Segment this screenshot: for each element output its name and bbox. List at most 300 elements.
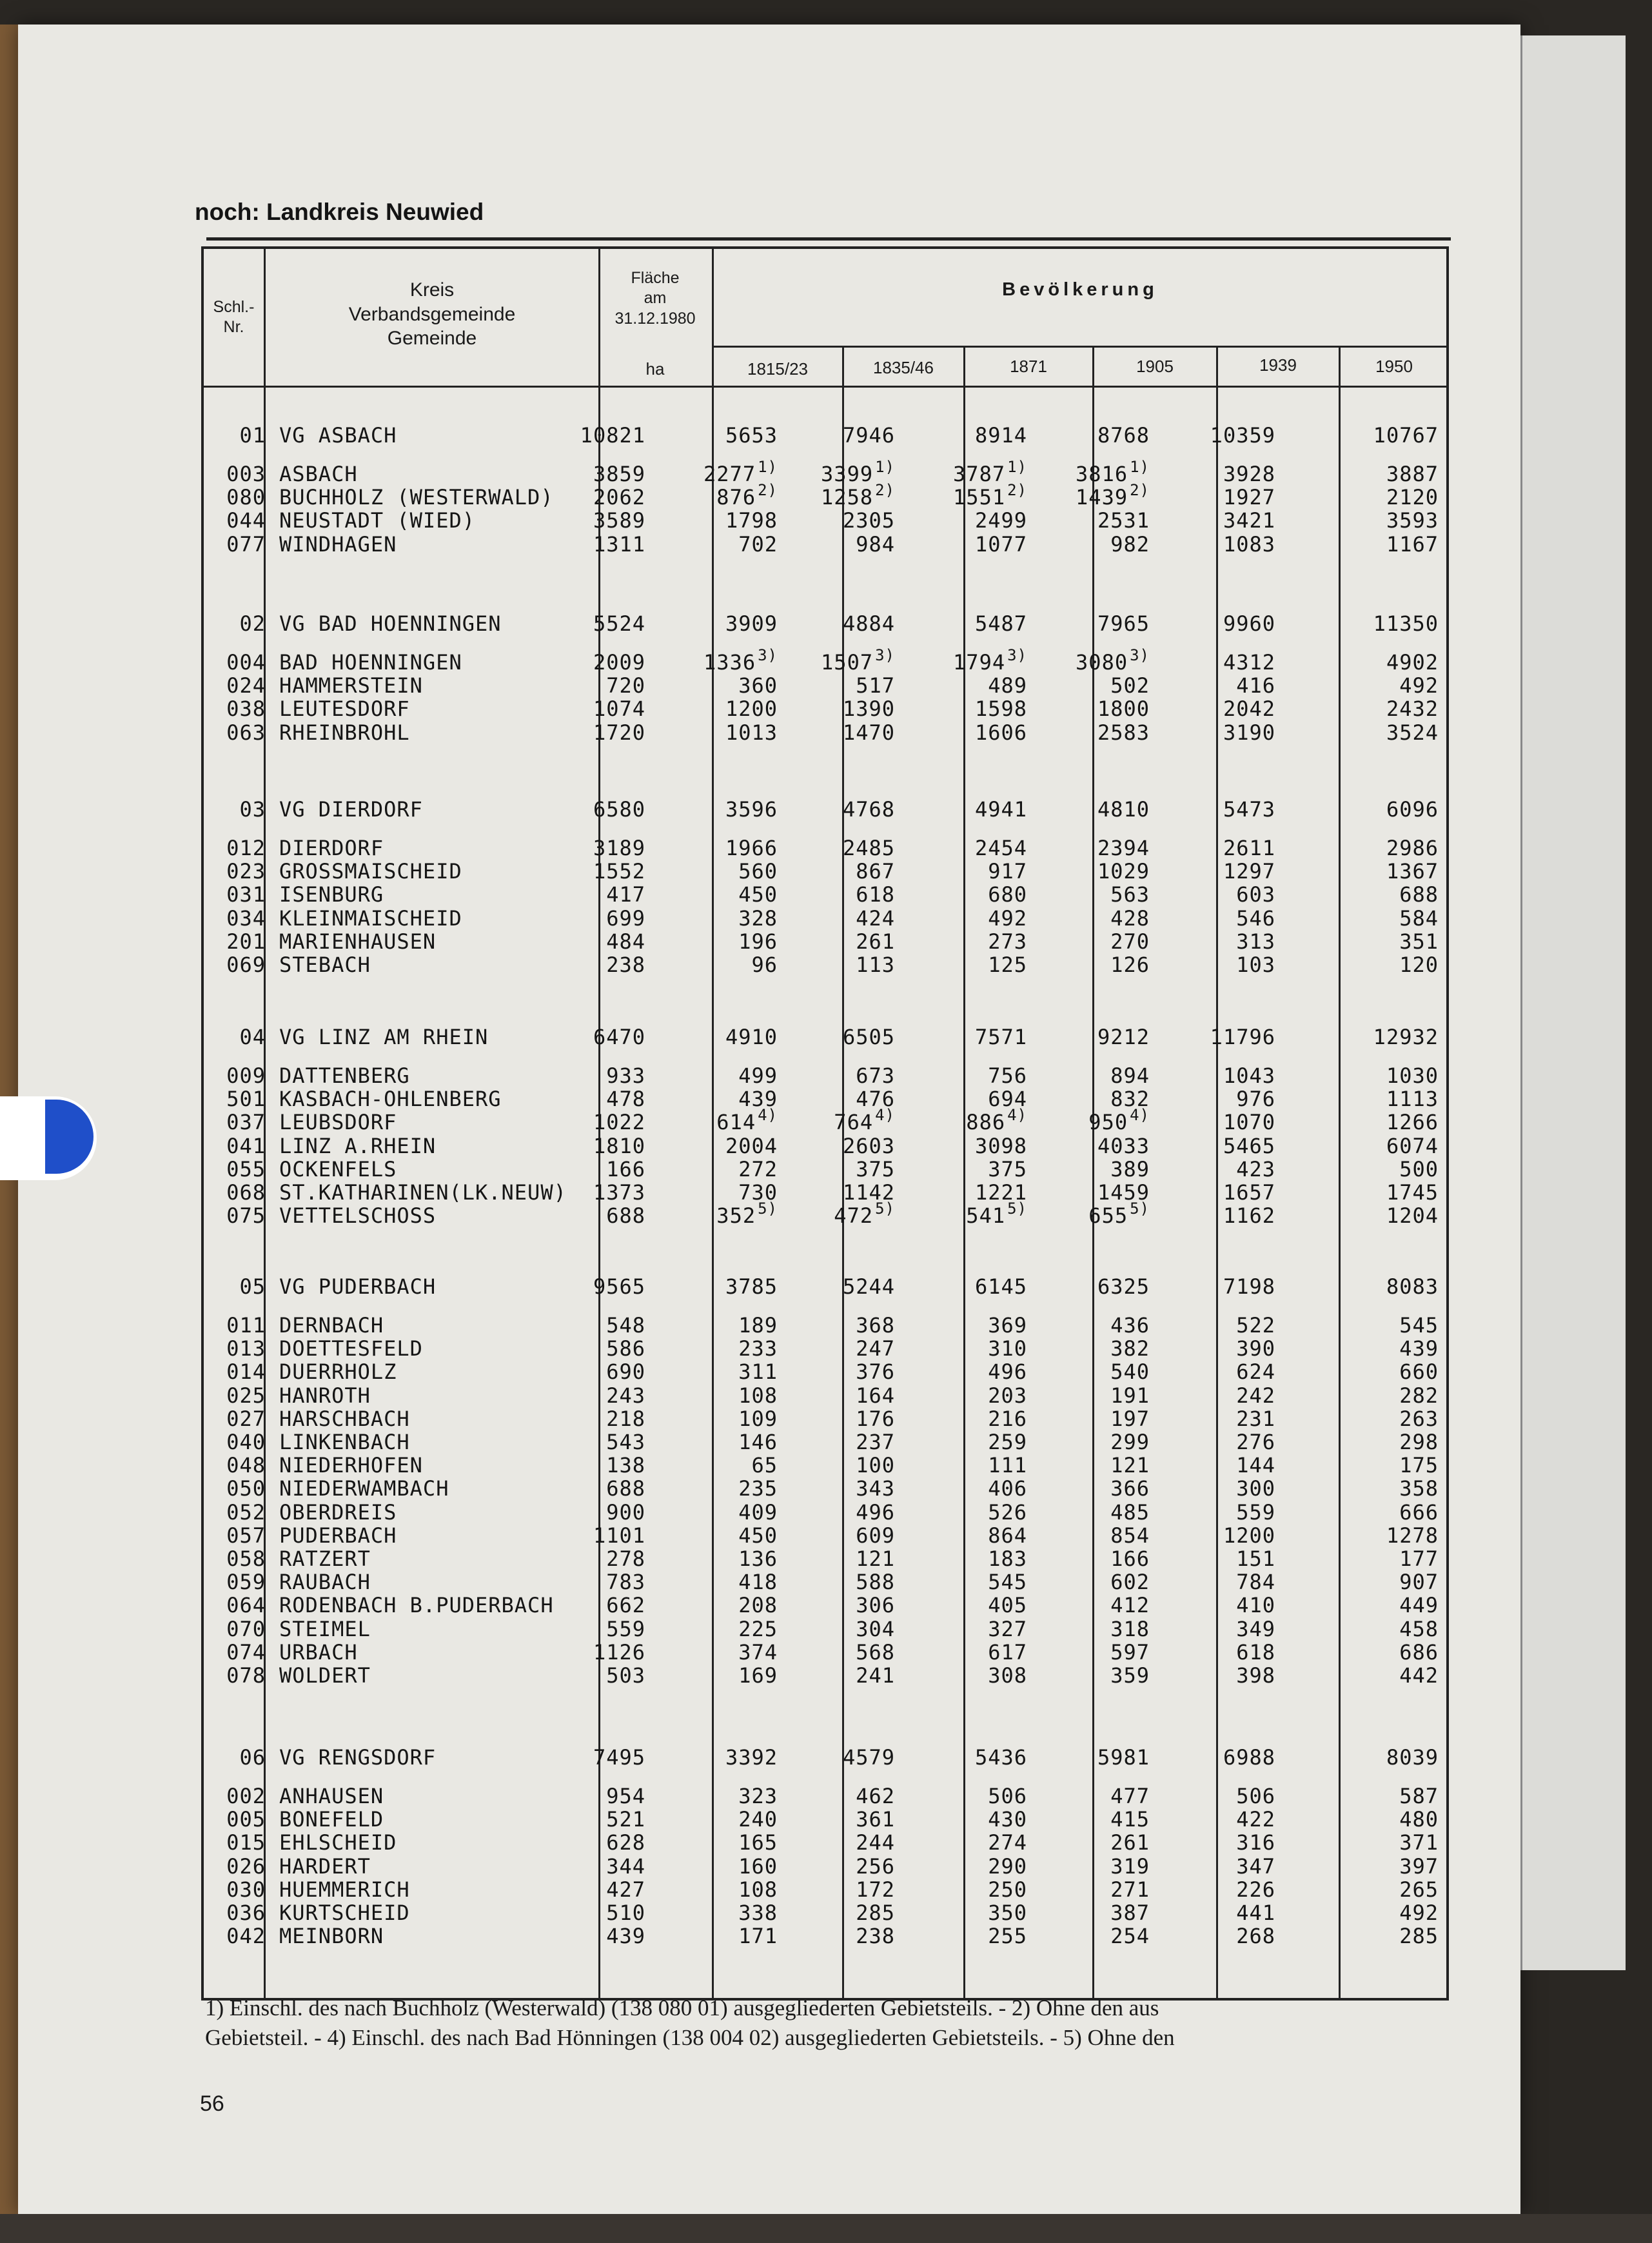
value-text: 189 [738, 1313, 778, 1338]
value-text: 358 [1399, 1476, 1439, 1501]
population-value [738, 1063, 778, 1088]
population-value [1386, 1523, 1439, 1548]
population-value [975, 423, 1027, 448]
value-text: 484 [606, 929, 645, 954]
population-value [975, 532, 1027, 557]
population-value [738, 882, 778, 907]
row-name: STEBACH [279, 953, 371, 977]
population-value [856, 1453, 895, 1477]
population-value [1110, 1617, 1150, 1641]
row-name: DATTENBERG [279, 1063, 410, 1088]
population-value [725, 423, 778, 448]
value-text: 164 [856, 1383, 895, 1408]
row-name: RODENBACH B.PUDERBACH [279, 1593, 554, 1618]
population-value [1399, 1546, 1439, 1571]
value-text: 477 [1110, 1784, 1150, 1808]
value-text: 254 [1110, 1924, 1150, 1949]
value-text: 442 [1399, 1663, 1439, 1688]
population-value [1097, 1745, 1150, 1770]
value-text: 11796 [1210, 1025, 1275, 1049]
value-text: 506 [988, 1784, 1027, 1808]
population-value [856, 1830, 895, 1855]
population-value [856, 1336, 895, 1361]
value-text: 1966 [725, 836, 778, 860]
value-text: 1013 [725, 720, 778, 745]
col-divider [1216, 347, 1218, 1999]
value-text: 563 [1110, 882, 1150, 907]
population-value [843, 611, 895, 636]
footnote-marker: 2) [758, 481, 778, 500]
population-value [1399, 1500, 1439, 1525]
population-value [1386, 1180, 1439, 1205]
value-text: 1077 [974, 531, 1027, 557]
row-code: 044 [226, 508, 266, 533]
value-text: 2499 [974, 508, 1027, 533]
group-name: VG RENGSDORF [279, 1745, 437, 1770]
value-text: 111 [988, 1453, 1027, 1478]
population-value [738, 1593, 778, 1617]
value-text: 618 [856, 882, 895, 907]
population-value [975, 836, 1027, 860]
row-code: 013 [226, 1336, 266, 1361]
value-text: 422 [1236, 1807, 1275, 1832]
value-text: 864 [988, 1523, 1027, 1548]
area-value [606, 1063, 645, 1088]
value-text: 369 [988, 1313, 1027, 1338]
population-value [1110, 1877, 1150, 1902]
value-text: 241 [856, 1663, 895, 1688]
value-text: 109 [738, 1406, 778, 1431]
footnote-marker: 2) [875, 481, 895, 500]
group-name: VG LINZ AM RHEIN [279, 1025, 489, 1049]
row-code: 004 [226, 650, 266, 675]
value-text: 6505 [842, 1025, 895, 1049]
row-name: LEUBSDORF [279, 1110, 397, 1135]
population-value [988, 1476, 1027, 1501]
population-value [1223, 1523, 1275, 1548]
value-text: 680 [988, 882, 1027, 907]
value-text: 1297 [1223, 859, 1275, 884]
population-value [1399, 1901, 1439, 1925]
value-text: 584 [1399, 905, 1439, 931]
population-value [1236, 1500, 1275, 1525]
group-code: 03 [239, 797, 266, 822]
population-value [725, 1025, 778, 1049]
footnote-marker: 3) [1130, 646, 1150, 664]
population-value [1386, 1203, 1439, 1228]
population-value [1076, 646, 1150, 675]
value-text: 328 [738, 905, 778, 931]
value-text: 688 [606, 1203, 645, 1229]
population-value [988, 1640, 1027, 1665]
value-text: 278 [606, 1546, 645, 1571]
value-text: 108 [738, 1877, 778, 1902]
value-text: 8768 [1097, 423, 1150, 448]
value-text: 602 [1110, 1570, 1150, 1595]
population-value [1236, 906, 1275, 931]
value-text: 282 [1399, 1383, 1439, 1408]
value-text: 235 [738, 1476, 778, 1501]
value-text: 1221 [974, 1180, 1027, 1205]
value-text: 2986 [1386, 836, 1439, 860]
value-text: 449 [1399, 1593, 1439, 1618]
row-name: WOLDERT [279, 1663, 371, 1688]
row-name: EHLSCHEID [279, 1830, 397, 1855]
value-text: 427 [606, 1877, 645, 1902]
value-text: 11350 [1373, 611, 1439, 636]
population-value [988, 1313, 1027, 1338]
value-text: 271 [1110, 1877, 1150, 1902]
value-text: 96 [751, 953, 778, 977]
value-text: 8914 [974, 423, 1027, 448]
population-value [988, 1157, 1027, 1181]
population-value [856, 906, 895, 931]
value-text: 290 [988, 1853, 1027, 1879]
value-text: 662 [606, 1593, 645, 1618]
value-text: 103 [1236, 953, 1275, 977]
value-text: 1439 [1076, 485, 1128, 510]
value-text: 492 [1399, 1901, 1439, 1925]
value-text: 360 [738, 673, 778, 698]
population-value [738, 1407, 778, 1431]
area-value [606, 1807, 645, 1832]
population-value [1399, 1640, 1439, 1665]
footnote-marker: 1) [758, 458, 778, 476]
population-value [1386, 1087, 1439, 1111]
population-value [1097, 697, 1150, 721]
value-text: 389 [1110, 1156, 1150, 1181]
value-text: 3190 [1223, 720, 1275, 745]
area-value [593, 859, 645, 884]
header-year: 1815/23 [747, 359, 808, 379]
row-name: GROSSMAISCHEID [279, 859, 462, 884]
value-text: 226 [1236, 1877, 1275, 1902]
area-value [606, 1453, 645, 1477]
row-code: 036 [226, 1901, 266, 1925]
population-value [1110, 1336, 1150, 1361]
footnote-marker: 3) [1007, 646, 1027, 664]
row-name: DUERRHOLZ [279, 1359, 397, 1385]
footnote-marker: 4) [875, 1106, 895, 1125]
population-value [856, 1640, 895, 1665]
value-text: 2454 [974, 836, 1027, 860]
row-code: 052 [226, 1499, 266, 1525]
value-text: 108 [738, 1383, 778, 1408]
population-value [856, 1313, 895, 1338]
population-value [1110, 1854, 1150, 1879]
value-text: 3909 [725, 611, 778, 636]
row-name: OBERDREIS [279, 1499, 397, 1525]
value-text: 3421 [1223, 508, 1275, 533]
row-code: 009 [226, 1063, 266, 1088]
value-text: 10767 [1373, 423, 1439, 448]
footnote-marker: 1) [875, 458, 895, 476]
value-text: 546 [1236, 905, 1275, 931]
value-text: 310 [988, 1336, 1027, 1361]
population-value [1399, 1784, 1439, 1808]
value-text: 5653 [725, 423, 778, 448]
row-code: 059 [226, 1570, 266, 1595]
value-text: 783 [606, 1570, 645, 1595]
population-value [1236, 882, 1275, 907]
population-value [1236, 1407, 1275, 1431]
header-kreis: Kreis Verbandsgemeinde Gemeinde [348, 279, 516, 349]
value-text: 1798 [725, 508, 778, 533]
header-schl-nr: Schl.- Nr. [213, 298, 255, 337]
value-text: 2485 [842, 836, 895, 860]
value-text: 270 [1110, 929, 1150, 954]
population-value [988, 1784, 1027, 1808]
value-text: 854 [1110, 1523, 1150, 1548]
row-code: 026 [226, 1853, 266, 1879]
footnote-marker: 5) [875, 1200, 895, 1218]
population-value [738, 1877, 778, 1902]
population-value [834, 1106, 895, 1135]
population-value [856, 1924, 895, 1948]
row-name: LINKENBACH [279, 1430, 410, 1454]
value-text: 521 [606, 1807, 645, 1832]
population-value [988, 882, 1027, 907]
value-text: 169 [738, 1663, 778, 1688]
row-name: VETTELSCHOSS [279, 1203, 437, 1229]
value-text: 2042 [1223, 697, 1275, 722]
population-value [1236, 1570, 1275, 1594]
value-text: 450 [738, 882, 778, 907]
population-value [1386, 485, 1439, 509]
population-value [988, 929, 1027, 954]
population-value [856, 1617, 895, 1641]
value-text: 545 [988, 1570, 1027, 1595]
row-code: 057 [226, 1523, 266, 1548]
value-text: 299 [1110, 1430, 1150, 1454]
value-text: 2603 [842, 1133, 895, 1158]
population-value [1386, 1134, 1439, 1158]
row-code: 003 [226, 462, 266, 486]
population-value [1223, 836, 1275, 860]
population-value [1110, 1640, 1150, 1665]
value-text: 510 [606, 1901, 645, 1925]
row-code: 080 [226, 485, 266, 510]
value-text: 349 [1236, 1616, 1275, 1641]
population-value [1399, 1383, 1439, 1408]
row-code: 074 [226, 1639, 266, 1665]
population-value [1223, 797, 1275, 822]
area-value [593, 1274, 645, 1299]
population-value [821, 481, 895, 510]
value-text: 1470 [842, 720, 895, 745]
value-text: 371 [1399, 1830, 1439, 1855]
value-text: 4033 [1097, 1133, 1150, 1158]
population-value [1236, 1854, 1275, 1879]
population-value [725, 836, 778, 860]
population-value [988, 1593, 1027, 1617]
value-text: 458 [1399, 1616, 1439, 1641]
group-name: VG PUDERBACH [279, 1274, 437, 1299]
value-text: 587 [1399, 1784, 1439, 1808]
population-value [716, 481, 778, 510]
population-value [843, 1134, 895, 1158]
row-code: 041 [226, 1133, 266, 1158]
value-text: 218 [606, 1406, 645, 1431]
value-text: 1336 [703, 650, 756, 675]
value-text: 478 [606, 1087, 645, 1112]
population-value [738, 532, 778, 557]
value-text: 191 [1110, 1383, 1150, 1408]
value-text: 208 [738, 1593, 778, 1618]
value-text: 559 [1236, 1499, 1275, 1525]
value-text: 489 [988, 673, 1027, 698]
value-text: 263 [1399, 1406, 1439, 1431]
row-code: 040 [226, 1430, 266, 1454]
row-code: 025 [226, 1383, 266, 1408]
value-text: 1800 [1097, 697, 1150, 722]
value-text: 2394 [1097, 836, 1150, 860]
footnote-marker: 5) [1007, 1200, 1027, 1218]
population-value [738, 859, 778, 884]
population-value [1386, 508, 1439, 533]
value-text: 7965 [1097, 611, 1150, 636]
row-code: 005 [226, 1807, 266, 1832]
population-value [1386, 1274, 1439, 1299]
value-text: 412 [1110, 1593, 1150, 1618]
value-text: 238 [606, 953, 645, 977]
value-text: 8083 [1386, 1274, 1439, 1299]
value-text: 506 [1236, 1784, 1275, 1808]
population-value [1399, 929, 1439, 954]
row-name: HUEMMERICH [279, 1877, 410, 1902]
area-value [606, 1430, 645, 1454]
population-value [1110, 1476, 1150, 1501]
value-text: 368 [856, 1313, 895, 1338]
population-value [843, 508, 895, 533]
population-value [975, 508, 1027, 533]
value-text: 240 [738, 1807, 778, 1832]
value-text: 462 [856, 1784, 895, 1808]
population-value [988, 953, 1027, 977]
row-code: 027 [226, 1406, 266, 1431]
value-text: 231 [1236, 1406, 1275, 1431]
row-name: LEUTESDORF [279, 697, 410, 722]
value-text: 273 [988, 929, 1027, 954]
value-text: 588 [856, 1570, 895, 1595]
row-code: 034 [226, 905, 266, 931]
value-text: 5981 [1097, 1745, 1150, 1770]
value-text: 439 [738, 1087, 778, 1112]
value-text: 424 [856, 905, 895, 931]
value-text: 3928 [1223, 462, 1275, 486]
value-text: 4312 [1223, 650, 1275, 675]
value-text: 1373 [593, 1180, 645, 1205]
value-text: 2583 [1097, 720, 1150, 745]
population-value [1236, 1901, 1275, 1925]
population-value [975, 797, 1027, 822]
value-text: 3098 [974, 1133, 1027, 1158]
value-text: 166 [606, 1156, 645, 1181]
value-text: 476 [856, 1087, 895, 1112]
value-text: 175 [1399, 1453, 1439, 1478]
value-text: 982 [1110, 531, 1150, 557]
row-code: 050 [226, 1476, 266, 1501]
area-value [606, 1500, 645, 1525]
area-value [580, 423, 645, 448]
row-code: 015 [226, 1830, 266, 1855]
value-text: 3887 [1386, 462, 1439, 486]
population-value [988, 1546, 1027, 1571]
population-value [856, 1430, 895, 1454]
row-name: DIERDORF [279, 836, 384, 860]
row-name: URBACH [279, 1639, 358, 1665]
population-value [1399, 1854, 1439, 1879]
value-text: 298 [1399, 1430, 1439, 1454]
population-value [1236, 1663, 1275, 1688]
population-value [738, 1663, 778, 1688]
col-divider [1339, 347, 1341, 1999]
population-value [1097, 508, 1150, 533]
value-text: 500 [1399, 1156, 1439, 1181]
population-value [1223, 720, 1275, 745]
population-value [988, 1063, 1027, 1088]
value-text: 1083 [1223, 531, 1275, 557]
population-value [988, 859, 1027, 884]
population-value [1223, 1134, 1275, 1158]
row-name: MARIENHAUSEN [279, 929, 437, 954]
population-value [1399, 1359, 1439, 1384]
row-name: ST.KATHARINEN(LK.NEUW) [279, 1180, 567, 1205]
value-text: 618 [1236, 1639, 1275, 1665]
row-name: PUDERBACH [279, 1523, 397, 1548]
value-text: 1551 [953, 485, 1006, 510]
value-text: 410 [1236, 1593, 1275, 1618]
value-text: 832 [1110, 1087, 1150, 1112]
population-value [988, 1336, 1027, 1361]
area-value [606, 953, 645, 977]
value-text: 350 [988, 1901, 1027, 1925]
value-text: 276 [1236, 1430, 1275, 1454]
population-value [856, 1523, 895, 1548]
value-text: 160 [738, 1853, 778, 1879]
value-text: 436 [1110, 1313, 1150, 1338]
population-value [843, 1745, 895, 1770]
value-text: 1126 [593, 1639, 645, 1665]
population-value [843, 720, 895, 745]
population-value [1236, 673, 1275, 698]
population-value [1386, 697, 1439, 721]
population-value [1399, 1617, 1439, 1641]
value-text: 7571 [974, 1025, 1027, 1049]
value-text: 9212 [1097, 1025, 1150, 1049]
value-text: 172 [856, 1877, 895, 1902]
value-text: 666 [1399, 1499, 1439, 1525]
value-text: 3593 [1386, 508, 1439, 533]
population-value [1223, 485, 1275, 509]
value-text: 225 [738, 1616, 778, 1641]
value-text: 4768 [842, 797, 895, 822]
value-text: 318 [1110, 1616, 1150, 1641]
row-code: 068 [226, 1180, 266, 1205]
value-text: 548 [606, 1313, 645, 1338]
row-name: RAUBACH [279, 1570, 371, 1595]
population-value [1236, 929, 1275, 954]
value-text: 261 [856, 929, 895, 954]
value-text: 405 [988, 1593, 1027, 1618]
value-text: 609 [856, 1523, 895, 1548]
value-text: 441 [1236, 1901, 1275, 1925]
row-code: 048 [226, 1453, 266, 1478]
value-text: 480 [1399, 1807, 1439, 1832]
value-text: 327 [988, 1616, 1027, 1641]
value-text: 409 [738, 1499, 778, 1525]
population-value [843, 423, 895, 448]
